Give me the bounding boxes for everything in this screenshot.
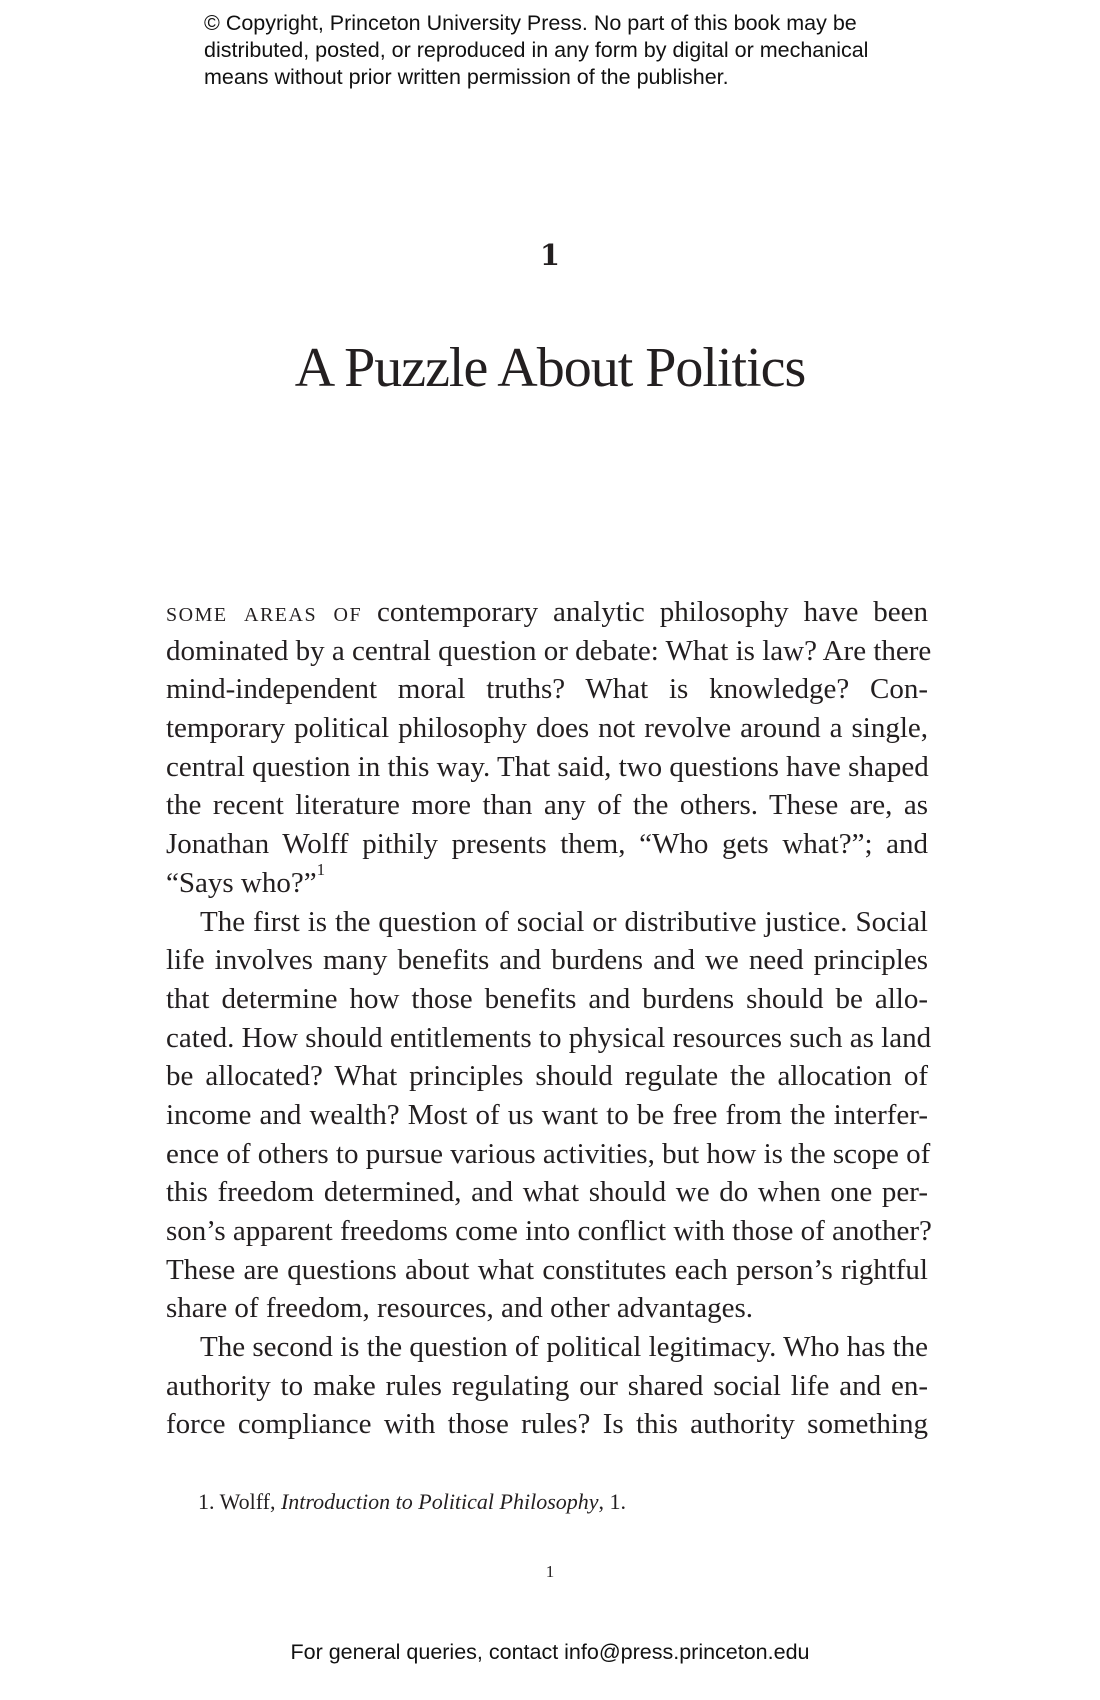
body-line: dominated by a central question or debate: What is law? Are there (166, 634, 932, 667)
body-line: income and wealth? Most of us want to be free from the interfer- (166, 1098, 928, 1131)
footnote (198, 1489, 626, 1515)
body-line: life involves many benefits and burdens and we need principles (166, 944, 928, 977)
copyright-notice (204, 10, 924, 91)
contact-footer: For general queries, contact info@press.princeton.edu (290, 1640, 810, 1664)
copyright-line: © Copyright, Princeton University Press. No part of this book may be (204, 11, 857, 35)
copyright-line: means without prior written permission of the publisher. (204, 65, 729, 89)
body-line: Jonathan Wolff pithily presents them, “Who gets what?”; and (166, 828, 928, 861)
body-line: temporary political philosophy does not revolve around a single, (166, 712, 928, 745)
body-line: The first is the question of social or distributive justice. Social (200, 905, 928, 938)
chapter-title: A Puzzle About Politics (294, 337, 806, 399)
body-line: that determine how those benefits and burdens should be allo- (166, 982, 928, 1015)
body-line: authority to make rules regulating our shared social life and en- (166, 1369, 928, 1402)
body-text (166, 593, 932, 1444)
body-line: this freedom determined, and what should we do when one per- (166, 1176, 928, 1209)
body-line: The second is the question of political legitimacy. Who has the (200, 1331, 929, 1364)
footnote-author: Wolff, (219, 1489, 281, 1514)
body-line: ence of others to pursue various activities, but how is the scope of (166, 1137, 931, 1170)
body-line: central question in this way. That said, two questions have shaped (166, 750, 929, 783)
opening-smallcaps: some areas of (166, 596, 363, 628)
body-line: cated. How should entitlements to physical resources such as land (166, 1021, 932, 1054)
body-line: force compliance with those rules? Is this authority something (166, 1408, 928, 1441)
body-line: some areas of contemporary analytic philosophy have been (166, 596, 929, 628)
body-line: be allocated? What principles should regulate the allocation of (166, 1060, 928, 1093)
body-line: share of freedom, resources, and other advantages. (166, 1292, 753, 1325)
footnote-page: , 1. (598, 1489, 627, 1514)
copyright-line: distributed, posted, or reproduced in any form by digital or mechanical (204, 38, 869, 62)
body-line: son’s apparent freedoms come into conflict with those of another? (166, 1215, 932, 1247)
footnote-ref: 1 (316, 859, 326, 879)
body-line: These are questions about what constitutes each person’s rightful (166, 1253, 928, 1286)
chapter-number: 1 (539, 238, 561, 272)
footnote-marker: 1. (198, 1489, 220, 1514)
page-number: 1 (545, 1562, 555, 1581)
body-line: the recent literature more than any of the others. These are, as (166, 789, 928, 822)
footnote-work-title: Introduction to Political Philosophy (280, 1489, 599, 1514)
body-line: mind-independent moral truths? What is knowledge? Con- (166, 673, 928, 706)
body-line: “Says who?”$^1$ (166, 859, 326, 899)
